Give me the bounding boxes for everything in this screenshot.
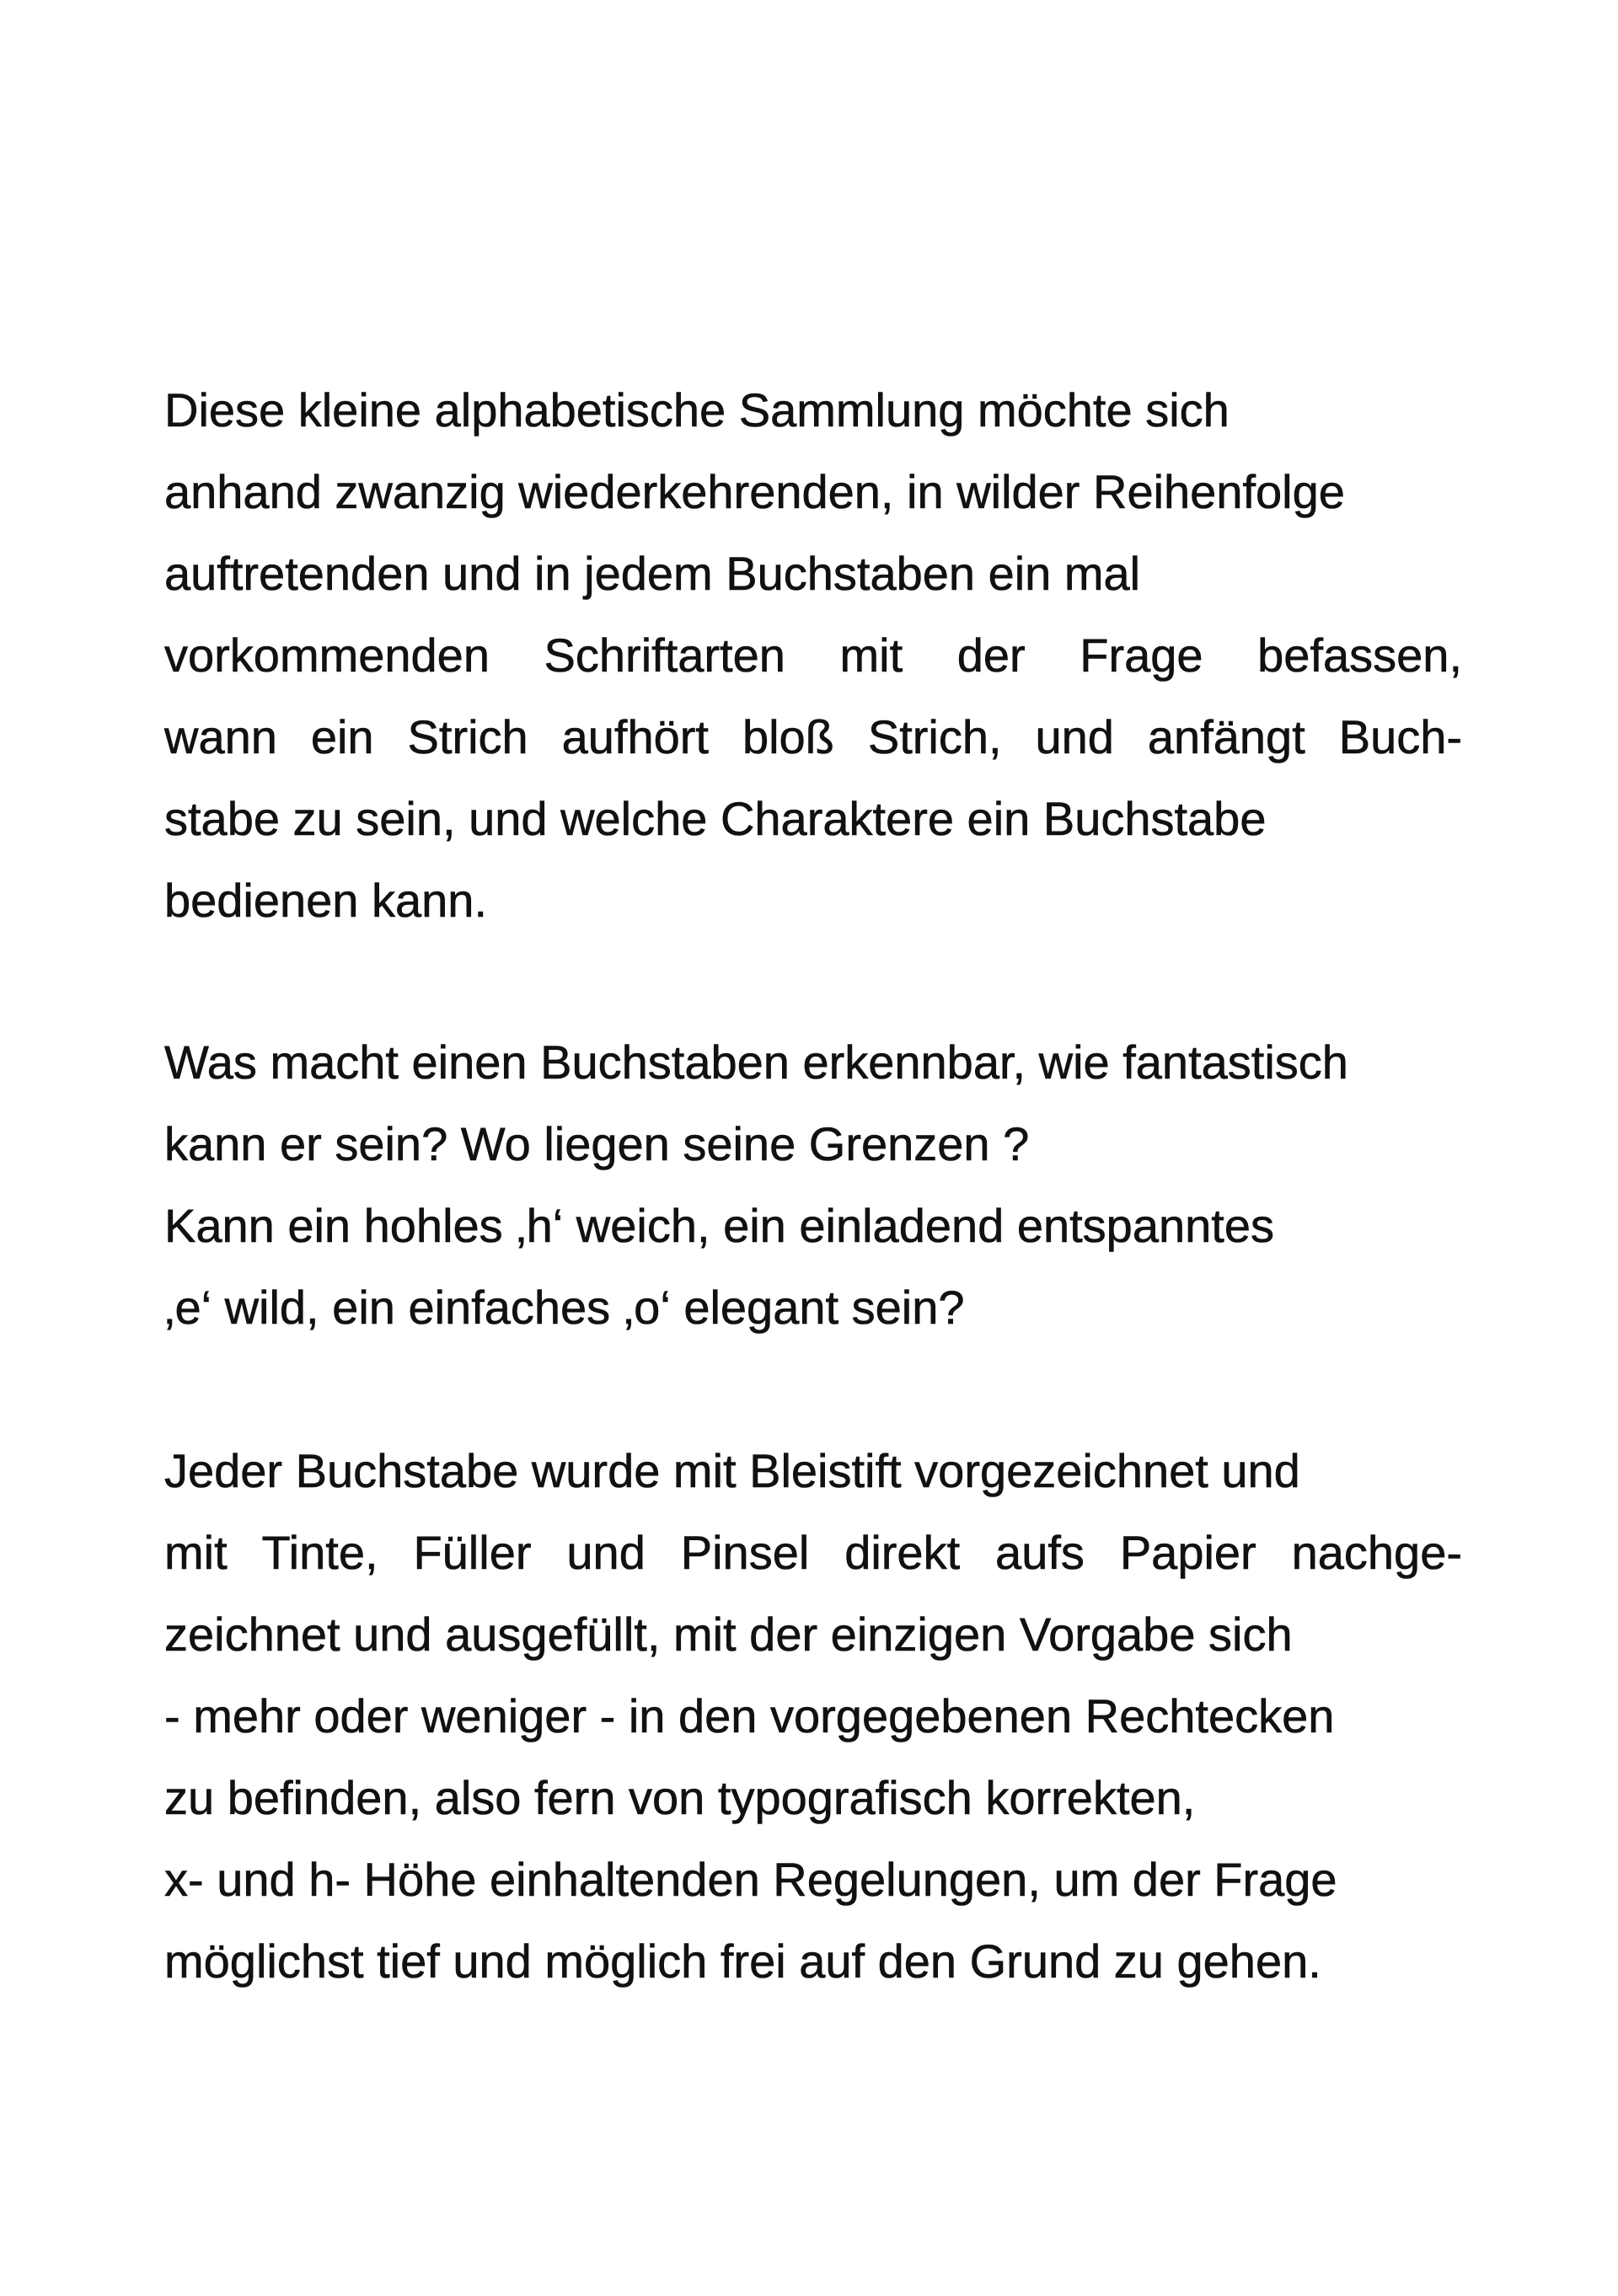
text-line: bedienen kann.: [164, 874, 488, 927]
text-line: - mehr oder weniger - in den vorgegebenen Rechtecken: [164, 1689, 1335, 1742]
text-line: Was macht einen Buchstaben erkennbar, wie fantastisch: [164, 1036, 1348, 1089]
text-line: Jeder Buchstabe wurde mit Bleistift vorgezeichnet und: [164, 1444, 1300, 1497]
text-line: Kann ein hohles ‚h‘ weich, ein einladend entspanntes: [164, 1199, 1274, 1252]
text-line: wann ein Strich aufhört bloß Strich, und anfängt Buch-: [164, 710, 1462, 763]
text-line: mit Tinte, Füller und Pinsel direkt aufs Papier nachge-: [164, 1526, 1462, 1579]
text-line: kann er sein? Wo liegen seine Grenzen ?: [164, 1117, 1030, 1170]
text-line: vorkommenden Schriftarten mit der Frage befassen,: [164, 629, 1462, 682]
paragraph-questions: [164, 1021, 1462, 1348]
text-line: anhand zwanzig wiederkehrenden, in wilder Reihenfolge: [164, 465, 1345, 518]
text-line: auftretenden und in jedem Buchstaben ein mal: [164, 547, 1141, 600]
text-line: möglichst tief und möglich frei auf den Grund zu gehen.: [164, 1935, 1321, 1988]
paragraph-intro: [164, 369, 1462, 941]
text-line: zu befinden, also fern von typografisch korrekten,: [164, 1771, 1196, 1824]
paragraph-method: [164, 1430, 1462, 2002]
text-line: ‚e‘ wild, ein einfaches ‚o‘ elegant sein?: [164, 1281, 965, 1334]
text-line: Diese kleine alphabetische Sammlung möchte sich: [164, 383, 1230, 436]
text-line: x- und h- Höhe einhaltenden Regelungen, um der Frage: [164, 1853, 1337, 1906]
text-line: zeichnet und ausgefüllt, mit der einzigen Vorgabe sich: [164, 1608, 1293, 1661]
text-line: stabe zu sein, und welche Charaktere ein Buchstabe: [164, 792, 1267, 845]
